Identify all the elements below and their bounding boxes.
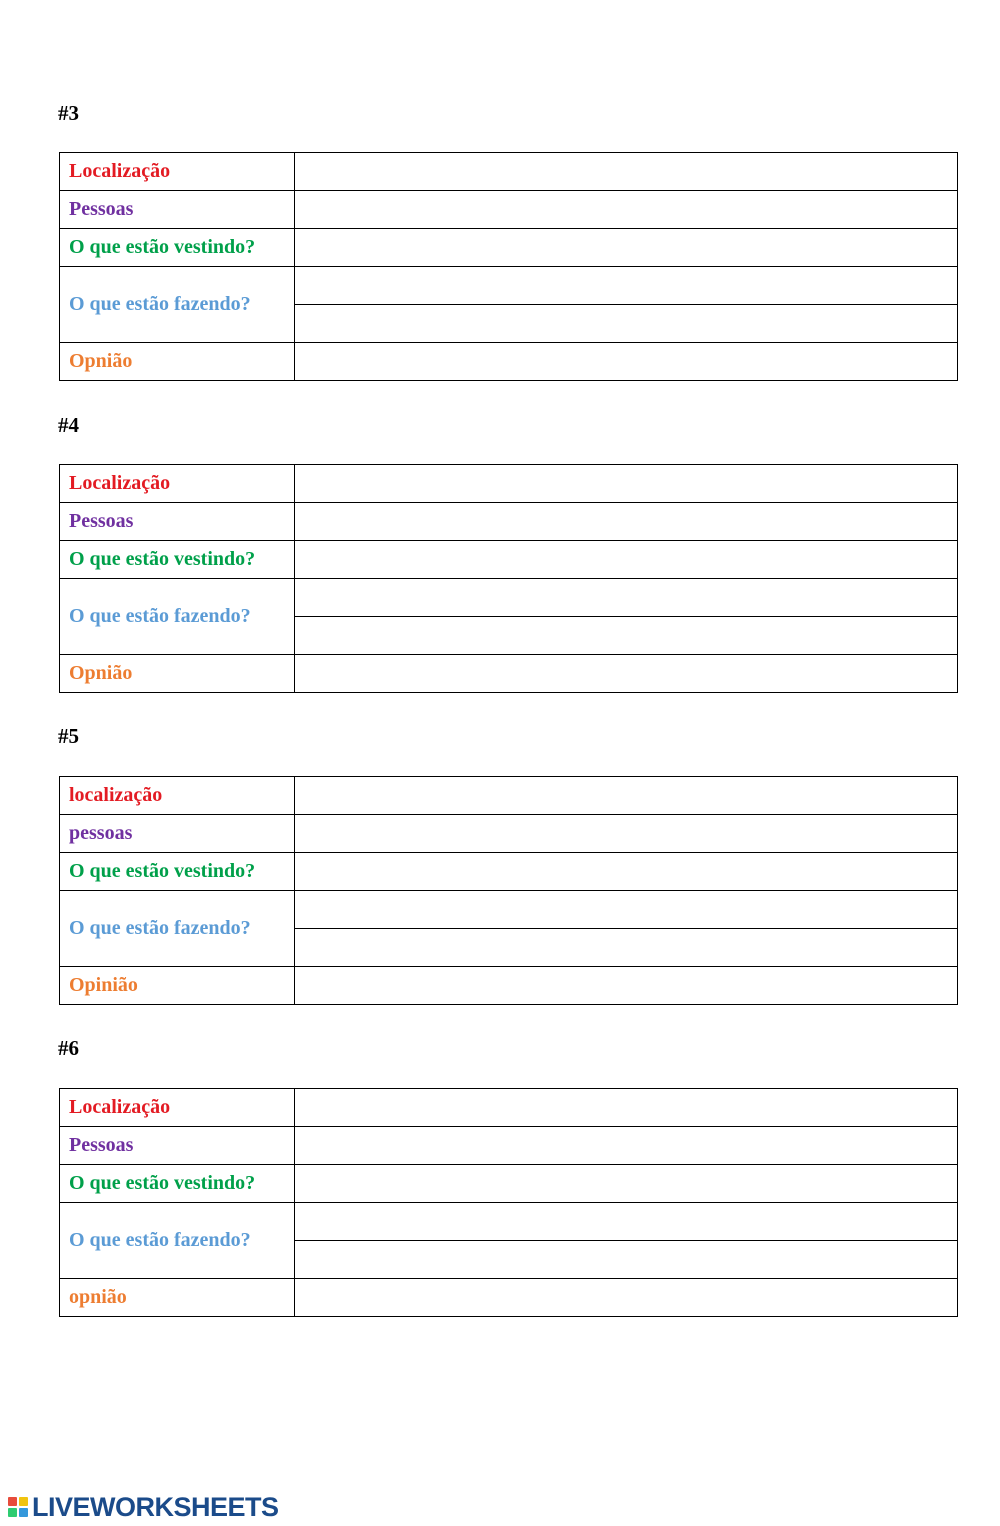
wearing-label: O que estão vestindo? bbox=[60, 541, 295, 579]
people-answer-input[interactable] bbox=[295, 191, 957, 228]
brand-name: LIVEWORKSHEETS bbox=[32, 1491, 279, 1522]
location-label: Localização bbox=[60, 153, 295, 191]
doing-label: O que estão fazendo? bbox=[60, 1203, 295, 1279]
table-row bbox=[60, 853, 958, 891]
location-label: Localização bbox=[60, 465, 295, 503]
opinion-label: Opnião bbox=[60, 343, 295, 381]
people-answer-cell bbox=[295, 191, 958, 229]
table-row bbox=[60, 815, 958, 853]
table-row bbox=[60, 891, 958, 929]
location-label: localização bbox=[60, 777, 295, 815]
table-row bbox=[60, 267, 958, 305]
table-row bbox=[60, 1089, 958, 1127]
wearing-answer-input[interactable] bbox=[295, 229, 957, 266]
doing-answer-input-2[interactable] bbox=[295, 929, 957, 966]
table-row bbox=[60, 777, 958, 815]
doing-answer-input-2[interactable] bbox=[295, 305, 957, 342]
location-answer-input[interactable] bbox=[295, 777, 957, 814]
wearing-answer-cell bbox=[295, 541, 958, 579]
worksheet-table-5 bbox=[59, 776, 958, 1005]
wearing-label: O que estão vestindo? bbox=[60, 853, 295, 891]
doing-label: O que estão fazendo? bbox=[60, 579, 295, 655]
opinion-answer-input[interactable] bbox=[295, 343, 957, 380]
doing-label: O que estão fazendo? bbox=[60, 267, 295, 343]
wearing-answer-cell bbox=[295, 229, 958, 267]
opinion-label: Opinião bbox=[60, 967, 295, 1005]
opinion-answer-input[interactable] bbox=[295, 655, 957, 692]
wearing-answer-input[interactable] bbox=[295, 541, 957, 578]
worksheet-table-3 bbox=[59, 152, 958, 381]
table-row bbox=[60, 191, 958, 229]
doing-answer-input-2[interactable] bbox=[295, 617, 957, 654]
table-row bbox=[60, 579, 958, 617]
section-number-4: #4 bbox=[58, 413, 79, 437]
opinion-answer-cell bbox=[295, 655, 958, 693]
location-answer-cell bbox=[295, 153, 958, 191]
people-answer-input[interactable] bbox=[295, 815, 957, 852]
table-row bbox=[60, 541, 958, 579]
table-row bbox=[60, 153, 958, 191]
opinion-answer-cell bbox=[295, 967, 958, 1005]
doing-answer-input-1[interactable] bbox=[295, 267, 957, 304]
table-row bbox=[60, 229, 958, 267]
section-number-6: #6 bbox=[58, 1036, 79, 1060]
table-row bbox=[60, 503, 958, 541]
doing-answer-cell-1 bbox=[295, 579, 958, 617]
doing-answer-cell-1 bbox=[295, 1203, 958, 1241]
location-label: Localização bbox=[60, 1089, 295, 1127]
wearing-answer-cell bbox=[295, 853, 958, 891]
section-number-5: #5 bbox=[58, 724, 79, 748]
doing-answer-input-1[interactable] bbox=[295, 579, 957, 616]
location-answer-input[interactable] bbox=[295, 1089, 957, 1126]
people-answer-cell bbox=[295, 1127, 958, 1165]
opinion-answer-input[interactable] bbox=[295, 1279, 957, 1316]
opinion-label: Opnião bbox=[60, 655, 295, 693]
worksheet-table-6 bbox=[59, 1088, 958, 1317]
wearing-label: O que estão vestindo? bbox=[60, 1165, 295, 1203]
doing-answer-cell-1 bbox=[295, 267, 958, 305]
table-row bbox=[60, 465, 958, 503]
people-answer-cell bbox=[295, 815, 958, 853]
people-label: Pessoas bbox=[60, 1127, 295, 1165]
doing-answer-input-2[interactable] bbox=[295, 1241, 957, 1278]
wearing-label: O que estão vestindo? bbox=[60, 229, 295, 267]
location-answer-cell bbox=[295, 1089, 958, 1127]
worksheet-table-4 bbox=[59, 464, 958, 693]
table-row bbox=[60, 1279, 958, 1317]
doing-answer-cell-2 bbox=[295, 929, 958, 967]
location-answer-input[interactable] bbox=[295, 153, 957, 190]
people-answer-cell bbox=[295, 503, 958, 541]
opinion-answer-cell bbox=[295, 343, 958, 381]
liveworksheets-logo-icon bbox=[8, 1497, 28, 1517]
wearing-answer-input[interactable] bbox=[295, 853, 957, 890]
doing-label: O que estão fazendo? bbox=[60, 891, 295, 967]
doing-answer-cell-1 bbox=[295, 891, 958, 929]
table-row bbox=[60, 1203, 958, 1241]
table-row bbox=[60, 967, 958, 1005]
doing-answer-input-1[interactable] bbox=[295, 891, 957, 928]
liveworksheets-logo bbox=[8, 1492, 279, 1522]
people-label: pessoas bbox=[60, 815, 295, 853]
table-row bbox=[60, 1127, 958, 1165]
people-answer-input[interactable] bbox=[295, 503, 957, 540]
opinion-label: opnião bbox=[60, 1279, 295, 1317]
table-row bbox=[60, 655, 958, 693]
location-answer-cell bbox=[295, 465, 958, 503]
doing-answer-input-1[interactable] bbox=[295, 1203, 957, 1240]
people-answer-input[interactable] bbox=[295, 1127, 957, 1164]
people-label: Pessoas bbox=[60, 191, 295, 229]
location-answer-input[interactable] bbox=[295, 465, 957, 502]
doing-answer-cell-2 bbox=[295, 617, 958, 655]
location-answer-cell bbox=[295, 777, 958, 815]
opinion-answer-cell bbox=[295, 1279, 958, 1317]
people-label: Pessoas bbox=[60, 503, 295, 541]
doing-answer-cell-2 bbox=[295, 305, 958, 343]
table-row bbox=[60, 343, 958, 381]
opinion-answer-input[interactable] bbox=[295, 967, 957, 1004]
table-row bbox=[60, 1165, 958, 1203]
doing-answer-cell-2 bbox=[295, 1241, 958, 1279]
wearing-answer-cell bbox=[295, 1165, 958, 1203]
section-number-3: #3 bbox=[58, 101, 79, 125]
wearing-answer-input[interactable] bbox=[295, 1165, 957, 1202]
